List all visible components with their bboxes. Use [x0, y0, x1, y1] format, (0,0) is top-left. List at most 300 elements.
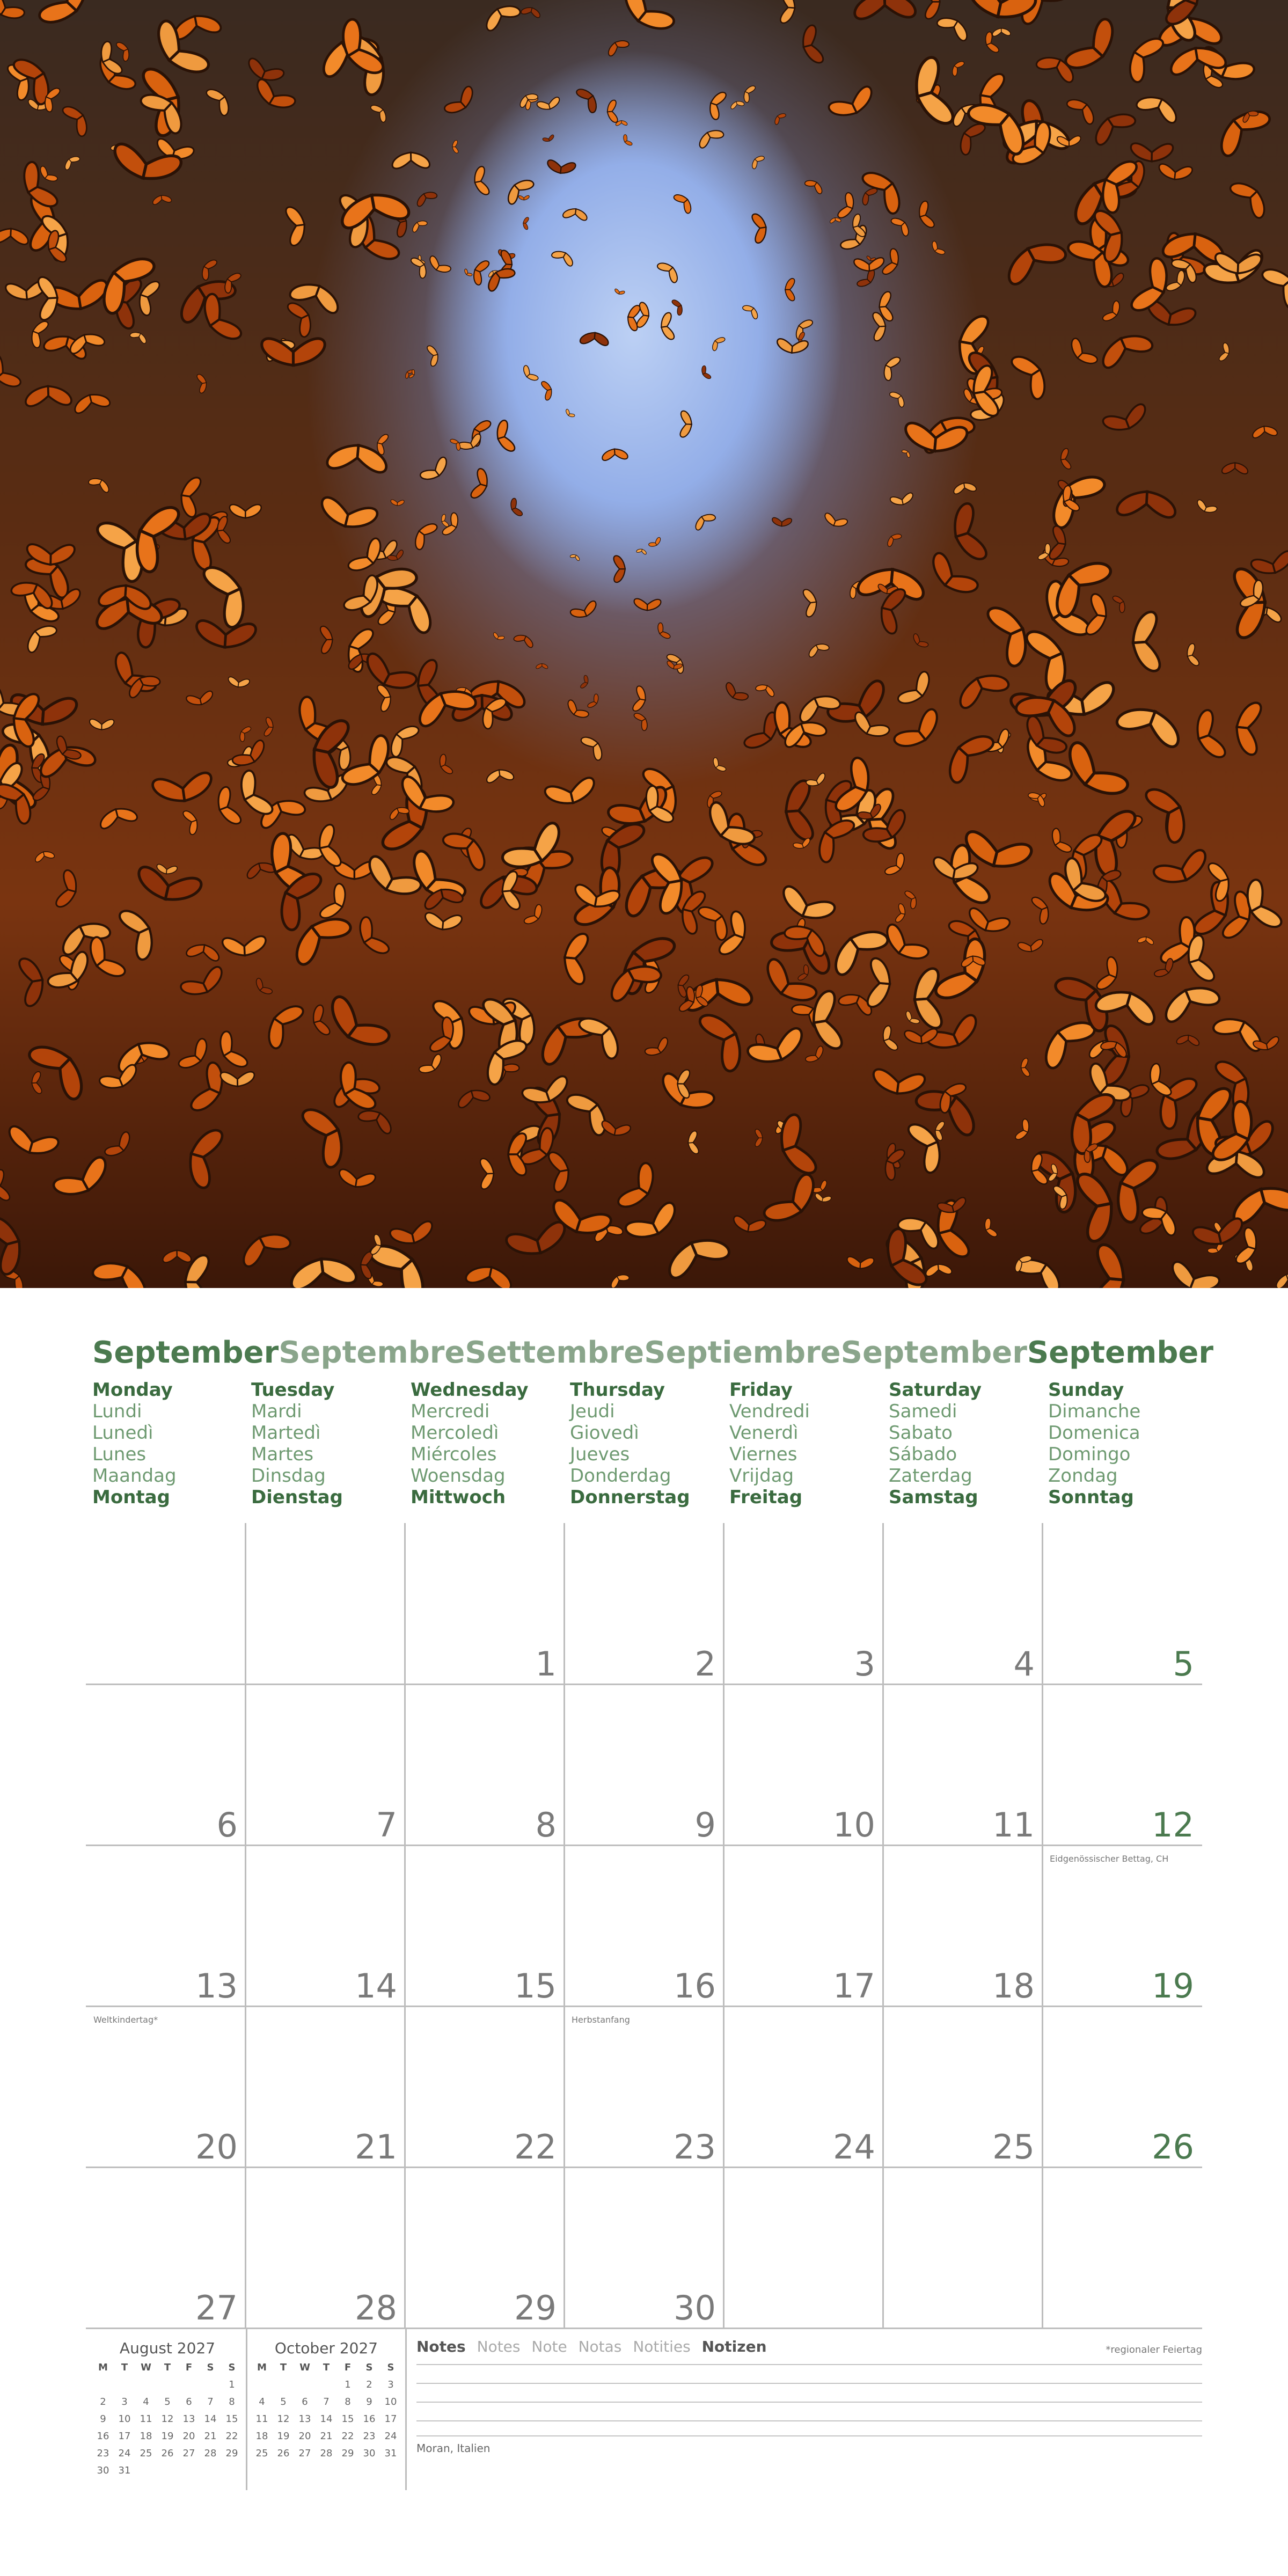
- butterfly-shape: [222, 936, 266, 956]
- butterfly-shape: [602, 448, 628, 460]
- butterfly-shape: [427, 345, 440, 367]
- butterfly-shape: [890, 493, 914, 507]
- day-cell[interactable]: [564, 1684, 723, 1845]
- butterfly-shape: [1131, 143, 1173, 162]
- butterfly-shape: [1250, 550, 1288, 578]
- weekday-label: Sonntag: [1048, 1487, 1134, 1508]
- butterfly-shape: [953, 481, 976, 494]
- butterfly-shape: [486, 768, 514, 783]
- day-cell: [883, 2167, 1042, 2328]
- mini-day-number: 16: [97, 2431, 109, 2442]
- weekday-column: [570, 1379, 726, 1508]
- butterfly-shape: [859, 185, 878, 206]
- butterfly-shape: [925, 1263, 952, 1276]
- notes-line: [416, 2383, 1202, 2384]
- butterfly-shape: [546, 160, 576, 175]
- day-number: 28: [355, 2288, 397, 2328]
- butterfly-shape: [1020, 1058, 1030, 1077]
- butterfly-shape: [419, 456, 451, 485]
- day-cell[interactable]: [405, 1523, 564, 1684]
- butterfly-shape: [37, 0, 97, 33]
- butterfly-shape: [360, 1252, 373, 1279]
- notes-line: [416, 2402, 1202, 2403]
- butterfly-shape: [580, 675, 590, 690]
- mini-day-number: 23: [363, 2431, 376, 2442]
- day-cell[interactable]: [564, 1523, 723, 1684]
- butterfly-shape: [892, 707, 946, 755]
- mini-day-number: 21: [204, 2431, 217, 2442]
- month-name-it: Settembre: [465, 1335, 645, 1370]
- day-cell[interactable]: [86, 2006, 245, 2167]
- butterfly-shape: [772, 517, 792, 526]
- day-cell[interactable]: [1042, 1523, 1202, 1684]
- day-number-sunday: 12: [1152, 1805, 1194, 1845]
- day-number: 8: [535, 1805, 557, 1845]
- day-cell[interactable]: [245, 1684, 405, 1845]
- butterfly-shape: [1066, 94, 1099, 126]
- butterfly-shape: [1064, 17, 1124, 78]
- weekday-label: Mercredi: [411, 1401, 490, 1422]
- butterfly-shape: [1059, 448, 1071, 470]
- butterfly-shape: [687, 1131, 699, 1154]
- butterfly-shape: [548, 1150, 572, 1192]
- day-number: 13: [195, 1966, 238, 2006]
- butterfly-shape: [1115, 700, 1185, 749]
- butterfly-shape: [758, 957, 818, 1011]
- butterfly-shape: [857, 268, 879, 290]
- butterfly-shape: [1102, 403, 1150, 436]
- butterfly-shape: [706, 90, 727, 120]
- butterfly-shape: [0, 228, 28, 244]
- mini-calendar-body: [92, 2376, 243, 2479]
- butterfly-shape: [803, 588, 818, 617]
- butterfly-shape: [253, 977, 273, 997]
- mini-day-number: 6: [186, 2396, 192, 2407]
- mini-day-number: 8: [345, 2396, 351, 2407]
- weekday-label: Dimanche: [1048, 1401, 1141, 1422]
- mini-calendar-week: [92, 2394, 243, 2411]
- month-name-es: Septiembre: [644, 1335, 841, 1370]
- day-number: 15: [514, 1966, 557, 2006]
- butterfly-shape: [0, 353, 22, 393]
- butterfly-shape: [1077, 1170, 1118, 1242]
- butterfly-shape: [523, 904, 546, 928]
- butterfly-shape: [656, 259, 682, 283]
- butterfly-shape: [933, 936, 997, 1009]
- weekday-label: Maandag: [92, 1465, 177, 1487]
- butterfly-shape: [1096, 956, 1123, 993]
- mini-day-number: 30: [363, 2448, 376, 2459]
- day-cell[interactable]: [883, 1684, 1042, 1845]
- notes-label-de: Notizen: [701, 2338, 767, 2355]
- butterfly-shape: [872, 1069, 925, 1096]
- butterfly-shape: [389, 1220, 435, 1248]
- butterfly-shape: [797, 964, 811, 983]
- day-cell[interactable]: [723, 1523, 883, 1684]
- butterfly-shape: [310, 1005, 331, 1037]
- butterfly-shape: [1191, 709, 1226, 762]
- mini-day-number: [114, 2376, 135, 2394]
- photo-credit: Moran, Italien: [416, 2442, 491, 2455]
- mini-day-number: 2: [366, 2379, 372, 2390]
- butterfly-shape: [1176, 1034, 1199, 1045]
- mini-weekday-letter: S: [228, 2362, 236, 2373]
- butterfly-shape: [861, 164, 908, 215]
- butterfly-shape: [591, 815, 647, 881]
- day-cell[interactable]: [883, 1845, 1042, 2006]
- butterfly-shape: [541, 380, 554, 400]
- butterfly-shape: [614, 289, 625, 296]
- day-number: 10: [833, 1805, 875, 1845]
- butterfly-shape: [904, 889, 919, 909]
- day-cell[interactable]: [723, 1845, 883, 2006]
- butterfly-shape: [1089, 106, 1137, 147]
- butterfly-shape: [772, 111, 786, 125]
- butterfly-shape: [152, 194, 172, 205]
- butterfly-shape: [178, 475, 201, 517]
- butterfly-shape: [1252, 425, 1277, 438]
- day-cell: [723, 2167, 883, 2328]
- mini-weekday-letter: T: [280, 2362, 287, 2373]
- butterfly-shape: [508, 497, 523, 518]
- butterfly-shape: [1112, 594, 1128, 613]
- day-cell[interactable]: [723, 2006, 883, 2167]
- butterfly-shape: [711, 757, 727, 774]
- butterfly-shape: [233, 769, 274, 821]
- notes-label-fr: Notes: [477, 2338, 521, 2355]
- butterfly-shape: [925, 551, 980, 602]
- mini-calendar-title: October 2027: [274, 2339, 378, 2357]
- butterfly-shape: [777, 339, 808, 354]
- butterfly-shape: [1102, 300, 1124, 325]
- butterfly-shape: [570, 553, 581, 561]
- butterfly-shape: [22, 620, 58, 654]
- butterfly-shape: [948, 502, 988, 565]
- butterfly-shape: [1117, 490, 1176, 518]
- butterfly-shape: [925, 0, 940, 19]
- weekday-label: Monday: [92, 1379, 173, 1401]
- butterfly-shape: [562, 207, 588, 221]
- day-cell[interactable]: [564, 2006, 723, 2167]
- weekday-label: Lunedì: [92, 1422, 153, 1444]
- butterfly-shape: [213, 786, 241, 828]
- butterfly-shape: [624, 1201, 682, 1246]
- day-cell[interactable]: [1042, 1684, 1202, 1845]
- mini-day-number: 9: [366, 2396, 372, 2407]
- mini-day-number: [135, 2376, 157, 2394]
- month-names-row: [92, 1334, 1214, 1372]
- butterfly-shape: [391, 500, 404, 506]
- mini-day-number: 15: [341, 2413, 354, 2425]
- mini-day-number: 17: [118, 2431, 131, 2442]
- weekday-label: Freitag: [729, 1487, 803, 1508]
- weekday-column: [889, 1379, 1044, 1508]
- mini-day-number: 16: [363, 2413, 376, 2425]
- butterfly-shape: [954, 667, 1010, 709]
- mini-day-number: 27: [298, 2448, 311, 2459]
- mini-day-number: 13: [298, 2413, 311, 2425]
- mini-day-number: 23: [97, 2448, 109, 2459]
- butterfly-shape: [480, 1158, 494, 1189]
- butterfly-shape: [1000, 234, 1067, 286]
- butterfly-shape: [52, 1155, 114, 1204]
- month-name-en: September: [92, 1335, 279, 1370]
- holiday-note: Eidgenössischer Bettag, CH: [1050, 1854, 1169, 1864]
- butterfly-shape: [606, 100, 618, 123]
- mini-day-number: 17: [384, 2413, 397, 2425]
- mini-day-number: 29: [341, 2448, 354, 2459]
- bottom-divider-1: [246, 2329, 247, 2490]
- butterfly-shape: [890, 214, 912, 237]
- butterfly-shape: [503, 175, 535, 206]
- mini-calendar-week: [251, 2428, 401, 2445]
- butterfly-shape: [197, 374, 208, 393]
- butterfly-shape: [377, 684, 392, 712]
- butterfly-shape: [418, 1053, 445, 1078]
- butterfly-shape: [544, 777, 597, 808]
- butterfly-shape: [318, 496, 378, 533]
- day-cell[interactable]: [564, 2167, 723, 2328]
- weekday-label: Sabato: [889, 1422, 953, 1444]
- weekday-label: Lunes: [92, 1444, 147, 1465]
- day-number: 2: [694, 1644, 716, 1684]
- mini-weekday-letter: F: [344, 2362, 352, 2373]
- mini-weekday-letter: W: [299, 2362, 310, 2373]
- mini-day-number: 18: [140, 2431, 152, 2442]
- butterfly-shape: [98, 804, 138, 830]
- mini-day-number: 20: [298, 2431, 311, 2442]
- butterfly-shape: [88, 475, 112, 493]
- mini-calendar-week: [251, 2445, 401, 2462]
- mini-day-number: 21: [320, 2431, 333, 2442]
- mini-calendar-week: [251, 2376, 401, 2394]
- butterfly-shape: [179, 965, 227, 1001]
- butterfly-shape: [172, 12, 222, 40]
- day-cell[interactable]: [245, 2167, 405, 2328]
- butterfly-shape: [613, 555, 625, 582]
- butterfly-shape: [692, 510, 716, 531]
- butterfly-shape: [605, 36, 630, 56]
- butterfly-shape: [648, 537, 663, 548]
- mini-day-number: 7: [323, 2396, 330, 2407]
- mini-day-number: 4: [259, 2396, 265, 2407]
- butterfly-shape: [182, 808, 201, 835]
- butterfly-shape: [902, 448, 912, 458]
- notes-line: [416, 2420, 1202, 2421]
- day-number: 22: [514, 2127, 557, 2167]
- notes-label-es: Notas: [578, 2338, 622, 2355]
- butterfly-shape: [644, 1037, 671, 1060]
- butterfly-shape: [617, 1161, 662, 1214]
- weekday-label: Mercoledì: [411, 1422, 499, 1444]
- day-cell[interactable]: [405, 1845, 564, 2006]
- butterfly-shape: [741, 84, 756, 103]
- weekday-label: Jeudi: [570, 1401, 615, 1422]
- butterfly-shape: [1167, 1261, 1220, 1288]
- day-cell[interactable]: [405, 1684, 564, 1845]
- weekday-label: Mardi: [251, 1401, 302, 1422]
- mini-day-number: 5: [164, 2396, 171, 2407]
- butterfly-shape: [911, 633, 929, 650]
- mini-day-number: 2: [100, 2396, 106, 2407]
- butterfly-shape: [0, 1213, 26, 1276]
- day-cell[interactable]: [883, 1523, 1042, 1684]
- day-cell[interactable]: [405, 2167, 564, 2328]
- butterfly-shape: [245, 859, 276, 879]
- mini-day-number: 19: [161, 2431, 174, 2442]
- butterfly-shape: [72, 391, 111, 414]
- butterfly-shape: [152, 772, 214, 805]
- day-number: 23: [674, 2127, 716, 2167]
- butterfly-shape: [1018, 939, 1044, 954]
- mini-day-number: 26: [161, 2448, 174, 2459]
- butterfly-shape: [673, 191, 695, 214]
- mini-weekday-letter: T: [121, 2362, 128, 2373]
- mini-day-number: 18: [255, 2431, 268, 2442]
- day-cell[interactable]: [405, 2006, 564, 2167]
- day-cell: [245, 1523, 405, 1684]
- butterfly-shape: [287, 298, 317, 338]
- mini-day-number: 22: [225, 2431, 238, 2442]
- day-cell[interactable]: [245, 2006, 405, 2167]
- day-cell[interactable]: [723, 1684, 883, 1845]
- mini-calendar-week: [92, 2428, 243, 2445]
- holiday-note: Herbstanfang: [572, 2015, 630, 2025]
- butterfly-shape: [854, 0, 916, 19]
- mini-day-number: 10: [118, 2413, 131, 2425]
- mini-day-number: 24: [118, 2448, 131, 2459]
- butterfly-shape: [492, 632, 505, 641]
- butterfly-shape: [755, 682, 777, 697]
- butterfly-shape: [992, 28, 1011, 36]
- weekday-label: Vendredi: [729, 1401, 810, 1422]
- butterfly-shape: [481, 0, 522, 32]
- butterfly-shape: [600, 1121, 631, 1138]
- butterfly-shape: [237, 1226, 292, 1268]
- butterfly-shape: [655, 622, 671, 641]
- butterfly-shape: [889, 389, 907, 408]
- butterfly-shape: [880, 354, 901, 381]
- butterfly-shape: [0, 1169, 10, 1203]
- weekday-label: Miércoles: [411, 1444, 497, 1465]
- butterfly-shape: [867, 958, 892, 1008]
- butterfly-shape: [564, 409, 575, 419]
- butterfly-shape: [784, 780, 813, 841]
- butterfly-shape: [251, 78, 296, 115]
- butterfly-shape: [1219, 342, 1232, 362]
- butterfly-shape: [936, 12, 972, 42]
- day-number: 18: [992, 1966, 1035, 2006]
- mini-calendar-head: [251, 2359, 401, 2376]
- butterfly-shape: [440, 514, 449, 528]
- mini-day-number: [273, 2376, 294, 2394]
- butterfly-shape: [1015, 1118, 1033, 1142]
- butterfly-shape: [752, 213, 768, 243]
- mini-day-number: [178, 2376, 200, 2394]
- butterfly-shape: [930, 240, 946, 257]
- butterfly-shape: [410, 218, 428, 233]
- butterfly-shape: [183, 1125, 224, 1189]
- day-cell[interactable]: [883, 2006, 1042, 2167]
- butterfly-shape: [523, 217, 529, 230]
- butterfly-shape: [5, 1125, 60, 1160]
- day-cell[interactable]: [564, 1845, 723, 2006]
- month-name-fr: Septembre: [279, 1335, 465, 1370]
- day-number: 7: [376, 1805, 397, 1845]
- butterfly-shape: [880, 923, 930, 967]
- butterfly-shape: [1222, 463, 1248, 474]
- butterfly-shape: [742, 302, 761, 319]
- day-number: 14: [355, 1966, 397, 2006]
- butterfly-shape: [338, 1169, 376, 1190]
- mini-day-number: [221, 2462, 243, 2479]
- mini-calendar-next: [251, 2338, 401, 2462]
- day-cell[interactable]: [86, 1684, 245, 1845]
- mini-calendar-previous: [92, 2338, 243, 2479]
- day-cell[interactable]: [1042, 2006, 1202, 2167]
- butterfly-shape: [908, 56, 954, 129]
- butterfly-shape: [470, 468, 491, 501]
- butterfly-shape: [452, 140, 458, 153]
- weekday-label: Domenica: [1048, 1422, 1140, 1444]
- butterfly-shape: [732, 1216, 766, 1235]
- butterfly-shape: [562, 932, 588, 984]
- day-cell[interactable]: [1042, 1845, 1202, 2006]
- butterfly-shape: [463, 268, 473, 277]
- weekday-column: [729, 1379, 885, 1508]
- mini-day-number: 29: [225, 2448, 238, 2459]
- mini-day-number: 31: [118, 2465, 131, 2476]
- butterfly-shape: [982, 1218, 998, 1239]
- day-number: 11: [992, 1805, 1035, 1845]
- notes-label-it: Note: [531, 2338, 567, 2355]
- butterfly-shape: [38, 276, 58, 320]
- butterfly-shape: [551, 247, 576, 267]
- butterfly-shape: [436, 753, 453, 776]
- mini-weekday-letter: M: [257, 2362, 267, 2373]
- mini-calendar-week: [251, 2411, 401, 2428]
- mini-day-number: 25: [140, 2448, 152, 2459]
- butterfly-shape: [1261, 261, 1288, 311]
- day-cell[interactable]: [86, 1845, 245, 2006]
- weekday-label: Giovedì: [570, 1422, 639, 1444]
- butterfly-shape: [199, 257, 218, 281]
- notes-label-en: Notes: [416, 2338, 466, 2355]
- mini-day-number: 4: [143, 2396, 149, 2407]
- butterfly-shape: [360, 652, 418, 697]
- butterfly-shape: [104, 1131, 135, 1161]
- butterfly-shape: [884, 852, 909, 879]
- butterfly-shape: [206, 84, 234, 116]
- weekday-column: [1048, 1379, 1204, 1508]
- butterfly-shape: [814, 1193, 831, 1203]
- butterfly-shape: [230, 504, 261, 518]
- butterfly-shape: [621, 134, 633, 148]
- butterfly-shape: [1228, 175, 1272, 219]
- butterfly-shape: [1086, 594, 1109, 636]
- butterfly-shape: [316, 824, 342, 869]
- day-cell[interactable]: [86, 2167, 245, 2328]
- mini-weekday-letter: S: [365, 2362, 373, 2373]
- butterfly-shape: [264, 717, 274, 736]
- butterfly-shape: [493, 420, 515, 454]
- day-cell[interactable]: [245, 1845, 405, 2006]
- day-number: 25: [992, 2127, 1035, 2167]
- butterfly-shape: [37, 165, 58, 185]
- butterfly-shape: [370, 102, 390, 123]
- mini-day-number: [200, 2462, 221, 2479]
- day-number-sunday: 26: [1152, 2127, 1194, 2167]
